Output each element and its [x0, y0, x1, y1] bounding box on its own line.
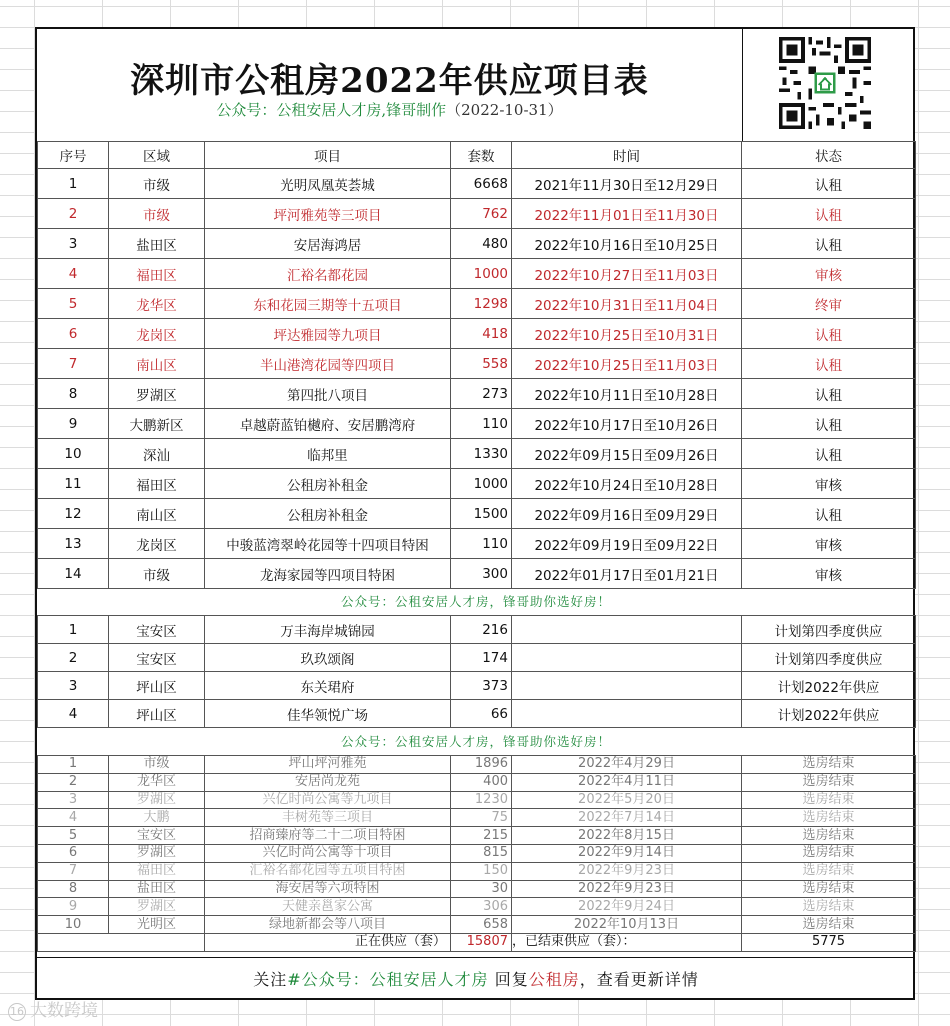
row-units: 1000: [451, 469, 512, 499]
row-area: 罗湖区: [109, 898, 205, 916]
row-project: 第四批八项目: [205, 379, 451, 409]
column-header-status: 状态: [742, 142, 916, 169]
totals-supplying-value: 15807: [451, 933, 512, 951]
row-area: 宝安区: [109, 827, 205, 845]
column-header-time: 时间: [512, 142, 742, 169]
row-time: 2022年11月01日至11月30日: [512, 199, 742, 229]
totals-row: [38, 933, 916, 951]
table-row: [38, 289, 916, 319]
row-units: 216: [451, 616, 512, 644]
table-row: [38, 349, 916, 379]
row-status: 选房结束: [742, 791, 916, 809]
row-time: 2022年09月19日至09月22日: [512, 529, 742, 559]
row-no: 1: [38, 169, 109, 199]
row-units: 558: [451, 349, 512, 379]
row-no: 6: [38, 844, 109, 862]
row-no: 2: [38, 773, 109, 791]
row-units: 1500: [451, 499, 512, 529]
table-row: [38, 791, 916, 809]
table-row: [38, 862, 916, 880]
page-title: 深圳市公租房2022年供应项目表: [130, 61, 649, 101]
row-no: 8: [38, 379, 109, 409]
row-project: 光明凤凰英荟城: [205, 169, 451, 199]
row-units: 373: [451, 672, 512, 700]
row-units: 174: [451, 644, 512, 672]
row-time: 2022年4月29日: [512, 756, 742, 774]
table-row: [38, 827, 916, 845]
row-project: 万丰海岸城锦园: [205, 616, 451, 644]
row-no: 14: [38, 559, 109, 589]
row-project: 东和花园三期等十五项目: [205, 289, 451, 319]
finished-supply-table: [37, 755, 916, 952]
row-project: 卓越蔚蓝铂樾府、安居鹏湾府: [205, 409, 451, 439]
promo-banner-2: 公众号：公租安居人才房，锋哥助你选好房！: [340, 734, 611, 749]
footer-follow: 关注: [253, 970, 288, 989]
row-units: 75: [451, 809, 512, 827]
row-units: 110: [451, 409, 512, 439]
row-units: 400: [451, 773, 512, 791]
row-project: 中骏蓝湾翠岭花园等十四项目特困: [205, 529, 451, 559]
table-row: [38, 469, 916, 499]
row-area: 罗湖区: [109, 379, 205, 409]
row-time: 2022年10月25日至10月31日: [512, 319, 742, 349]
subtitle: [37, 99, 742, 120]
row-no: 5: [38, 289, 109, 319]
table-row: [38, 756, 916, 774]
row-time: [512, 616, 742, 644]
row-units: 30: [451, 880, 512, 898]
row-area: 福田区: [109, 259, 205, 289]
table-row: [38, 644, 916, 672]
row-time: 2022年8月15日: [512, 827, 742, 845]
row-status: 认租: [742, 319, 916, 349]
row-time: [512, 672, 742, 700]
watermark-text: 大数跨境: [30, 1001, 98, 1021]
row-no: 10: [38, 916, 109, 934]
watermark-logo-icon: 16: [8, 1003, 26, 1021]
row-project: 佳华领悦广场: [205, 700, 451, 728]
row-status: 审核: [742, 469, 916, 499]
row-no: 4: [38, 700, 109, 728]
row-units: 480: [451, 229, 512, 259]
row-no: 10: [38, 439, 109, 469]
row-time: 2022年9月23日: [512, 880, 742, 898]
table-header-row: [38, 142, 916, 169]
row-area: 深汕: [109, 439, 205, 469]
footer-note: [37, 957, 915, 1001]
row-status: 审核: [742, 259, 916, 289]
row-project: 天健亲邕家公寓: [205, 898, 451, 916]
row-project: 汇裕名都花园等五项目特困: [205, 862, 451, 880]
row-project: 半山港湾花园等四项目: [205, 349, 451, 379]
row-no: 1: [38, 756, 109, 774]
row-no: 6: [38, 319, 109, 349]
table-row: [38, 844, 916, 862]
row-status: 认租: [742, 199, 916, 229]
row-area: 罗湖区: [109, 791, 205, 809]
row-status: 选房结束: [742, 773, 916, 791]
watermark: [8, 996, 98, 1021]
row-status: 选房结束: [742, 844, 916, 862]
row-no: 3: [38, 229, 109, 259]
row-time: 2022年10月24日至10月28日: [512, 469, 742, 499]
row-no: 13: [38, 529, 109, 559]
row-units: 1298: [451, 289, 512, 319]
row-time: 2022年9月14日: [512, 844, 742, 862]
row-no: 9: [38, 409, 109, 439]
subtitle-date: （2022-10-31）: [446, 101, 563, 119]
row-units: 1896: [451, 756, 512, 774]
row-no: 4: [38, 809, 109, 827]
row-time: 2022年09月15日至09月26日: [512, 439, 742, 469]
row-no: 1: [38, 616, 109, 644]
row-time: 2022年9月24日: [512, 898, 742, 916]
row-project: 临邦里: [205, 439, 451, 469]
row-area: 盐田区: [109, 880, 205, 898]
row-status: 终审: [742, 289, 916, 319]
row-status: 选房结束: [742, 916, 916, 934]
table-row: [38, 229, 916, 259]
table-row: [38, 700, 916, 728]
row-no: 9: [38, 898, 109, 916]
row-status: 选房结束: [742, 827, 916, 845]
row-project: 绿地新都会等八项目: [205, 916, 451, 934]
row-project: 公租房补租金: [205, 469, 451, 499]
row-status: 选房结束: [742, 880, 916, 898]
row-project: 坪河雅苑等三项目: [205, 199, 451, 229]
table-row: [38, 672, 916, 700]
row-time: [512, 700, 742, 728]
row-units: 215: [451, 827, 512, 845]
row-project: 招商臻府等二十二项目特困: [205, 827, 451, 845]
row-area: 市级: [109, 199, 205, 229]
column-header-no: 序号: [38, 142, 109, 169]
row-area: 宝安区: [109, 644, 205, 672]
row-units: 300: [451, 559, 512, 589]
row-area: 市级: [109, 559, 205, 589]
subtitle-account: 公众号：公租安居人才房,锋哥制作: [216, 101, 447, 119]
column-header-area: 区域: [109, 142, 205, 169]
row-no: 7: [38, 349, 109, 379]
row-area: 坪山区: [109, 672, 205, 700]
row-units: 110: [451, 529, 512, 559]
row-time: 2022年5月20日: [512, 791, 742, 809]
table-row: [38, 559, 916, 589]
table-row: [38, 529, 916, 559]
row-area: 福田区: [109, 862, 205, 880]
table-row: [38, 616, 916, 644]
row-project: 丰树苑等三项目: [205, 809, 451, 827]
row-units: 306: [451, 898, 512, 916]
row-project: 汇裕名都花园: [205, 259, 451, 289]
row-status: 认租: [742, 409, 916, 439]
row-project: 海安居等六项特困: [205, 880, 451, 898]
row-no: 4: [38, 259, 109, 289]
row-no: 11: [38, 469, 109, 499]
row-units: 1330: [451, 439, 512, 469]
table-row: [38, 199, 916, 229]
row-project: 安居尚龙苑: [205, 773, 451, 791]
row-project: 龙海家园等四项目特困: [205, 559, 451, 589]
row-units: 273: [451, 379, 512, 409]
row-status: 认租: [742, 169, 916, 199]
table-row: [38, 259, 916, 289]
row-area: 市级: [109, 169, 205, 199]
table-row: [38, 499, 916, 529]
table-row: [38, 319, 916, 349]
row-time: 2022年7月14日: [512, 809, 742, 827]
table-row: [38, 379, 916, 409]
row-time: 2022年09月16日至09月29日: [512, 499, 742, 529]
row-units: 1230: [451, 791, 512, 809]
table-row: [38, 809, 916, 827]
row-time: 2022年10月27日至11月03日: [512, 259, 742, 289]
row-project: 兴亿时尚公寓等九项目: [205, 791, 451, 809]
table-row: [38, 439, 916, 469]
row-status: 审核: [742, 529, 916, 559]
row-area: 宝安区: [109, 616, 205, 644]
row-units: 66: [451, 700, 512, 728]
row-status: 选房结束: [742, 809, 916, 827]
table-row: [38, 880, 916, 898]
row-area: 南山区: [109, 499, 205, 529]
row-time: 2022年10月25日至11月03日: [512, 349, 742, 379]
table-row: [38, 898, 916, 916]
row-status: 认租: [742, 499, 916, 529]
row-time: 2022年9月23日: [512, 862, 742, 880]
row-area: 龙华区: [109, 773, 205, 791]
row-time: 2022年10月31日至11月04日: [512, 289, 742, 319]
row-status: 计划2022年供应: [742, 672, 916, 700]
row-no: 12: [38, 499, 109, 529]
row-area: 龙岗区: [109, 529, 205, 559]
table-row: [38, 169, 916, 199]
row-project: 安居海鸿居: [205, 229, 451, 259]
row-no: 3: [38, 791, 109, 809]
row-no: 3: [38, 672, 109, 700]
row-time: 2022年4月11日: [512, 773, 742, 791]
row-area: 罗湖区: [109, 844, 205, 862]
table-row: [38, 773, 916, 791]
totals-finished-value: 5775: [742, 933, 916, 951]
row-time: [512, 644, 742, 672]
row-units: 1000: [451, 259, 512, 289]
row-project: 坪达雅园等九项目: [205, 319, 451, 349]
row-time: 2022年10月13日: [512, 916, 742, 934]
row-units: 815: [451, 844, 512, 862]
project-sheet: [35, 27, 915, 1000]
footer-account: #公众号：公租安居人才房: [287, 970, 489, 989]
row-status: 选房结束: [742, 898, 916, 916]
row-time: 2021年11月30日至12月29日: [512, 169, 742, 199]
row-units: 6668: [451, 169, 512, 199]
column-header-project: 项目: [205, 142, 451, 169]
row-status: 认租: [742, 439, 916, 469]
row-status: 认租: [742, 349, 916, 379]
table-row: [38, 916, 916, 934]
row-no: 8: [38, 880, 109, 898]
qr-cell: [742, 29, 916, 141]
row-status: 认租: [742, 379, 916, 409]
row-units: 658: [451, 916, 512, 934]
row-area: 坪山区: [109, 700, 205, 728]
totals-supplying-label: 正在供应（套）: [205, 933, 451, 951]
row-time: 2022年10月16日至10月25日: [512, 229, 742, 259]
promo-banner-1: 公众号：公租安居人才房，锋哥助你选好房！: [340, 594, 611, 609]
totals-finished-label: ，已结束供应（套）：: [512, 933, 742, 951]
qr-code-icon: [779, 37, 871, 129]
footer-detail: ，查看更新详情: [579, 970, 699, 989]
column-header-units: 套数: [451, 142, 512, 169]
row-no: 7: [38, 862, 109, 880]
row-area: 市级: [109, 756, 205, 774]
row-status: 选房结束: [742, 756, 916, 774]
row-no: 2: [38, 644, 109, 672]
row-units: 418: [451, 319, 512, 349]
row-no: 5: [38, 827, 109, 845]
sheet-header: [37, 29, 915, 142]
current-supply-table: [37, 141, 916, 589]
row-area: 大鹏新区: [109, 409, 205, 439]
row-area: 光明区: [109, 916, 205, 934]
row-status: 审核: [742, 559, 916, 589]
row-time: 2022年01月17日至01月21日: [512, 559, 742, 589]
row-status: 计划第四季度供应: [742, 644, 916, 672]
row-area: 福田区: [109, 469, 205, 499]
row-area: 龙华区: [109, 289, 205, 319]
row-no: 2: [38, 199, 109, 229]
row-project: 玖玖颂阁: [205, 644, 451, 672]
row-status: 计划2022年供应: [742, 700, 916, 728]
row-units: 150: [451, 862, 512, 880]
row-status: 认租: [742, 229, 916, 259]
row-time: 2022年10月17日至10月26日: [512, 409, 742, 439]
totals-empty: [38, 933, 205, 951]
row-project: 坪山坪河雅苑: [205, 756, 451, 774]
row-area: 龙岗区: [109, 319, 205, 349]
row-status: 计划第四季度供应: [742, 616, 916, 644]
row-status: 选房结束: [742, 862, 916, 880]
row-area: 南山区: [109, 349, 205, 379]
planned-supply-table: [37, 615, 916, 728]
footer-reply: 回复: [488, 970, 529, 989]
row-project: 公租房补租金: [205, 499, 451, 529]
row-project: 东关珺府: [205, 672, 451, 700]
row-area: 大鹏: [109, 809, 205, 827]
table-row: [38, 409, 916, 439]
row-project: 兴亿时尚公寓等十项目: [205, 844, 451, 862]
row-time: 2022年10月11日至10月28日: [512, 379, 742, 409]
footer-keyword: 公租房: [528, 970, 580, 989]
row-area: 盐田区: [109, 229, 205, 259]
row-units: 762: [451, 199, 512, 229]
